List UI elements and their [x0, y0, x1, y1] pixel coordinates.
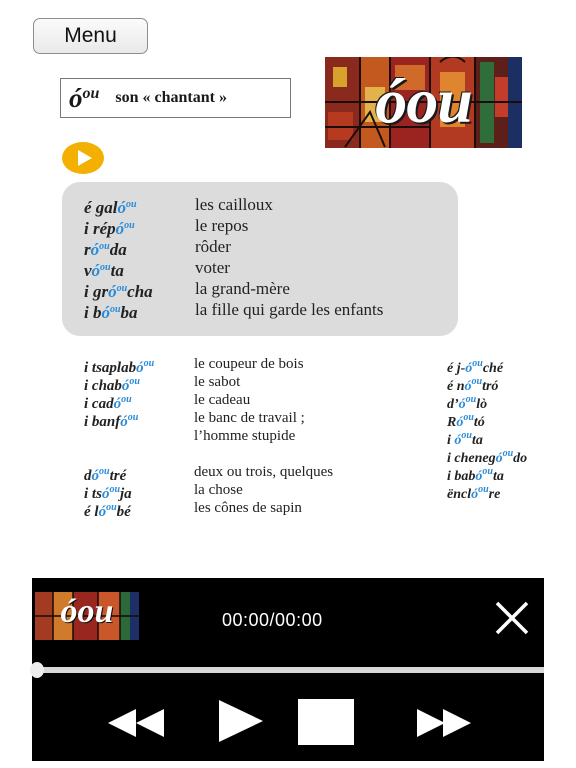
- right-list-item: i chenegó$^{ou}$do: [447, 448, 528, 466]
- audio-player: [32, 578, 544, 761]
- list-french: l’homme stupide: [194, 428, 296, 444]
- main-words-card: [62, 182, 458, 336]
- word-patois: $vó^{ou}ta$: [84, 261, 124, 280]
- list-item: [84, 499, 302, 521]
- list-patois: [84, 427, 194, 445]
- list-patois: é $ló^{ou}bé$: [84, 502, 131, 520]
- list-patois: i chabó$^{ou}$: [84, 376, 140, 394]
- right-list-item: é $nó^{ou}tró$: [447, 376, 499, 394]
- right-list-item: i $ó^{ou}ta$: [447, 430, 483, 448]
- sound-title: $ó^{ou}$: [69, 82, 100, 113]
- list-french: le cadeau: [194, 392, 251, 408]
- player-thumbnail: [35, 592, 139, 640]
- list-french: deux ou trois, quelques: [194, 464, 334, 480]
- list-french: le sabot: [194, 374, 241, 390]
- play-icon[interactable]: [217, 698, 265, 749]
- play-sound-button[interactable]: [62, 142, 104, 174]
- word-row: [84, 299, 383, 323]
- list-patois: i cadó$^{ou}$: [84, 394, 132, 412]
- list-patois: $dó^{ou}tré$: [84, 466, 127, 484]
- word-patois: é galó$^{ou}$: [84, 198, 137, 217]
- word-french: la fille qui garde les enfants: [195, 300, 384, 319]
- word-french: les cailloux: [195, 195, 273, 214]
- word-patois: $ró^{ou}da$: [84, 240, 127, 259]
- word-french: rôder: [195, 237, 231, 256]
- menu-button[interactable]: Menu: [33, 18, 148, 54]
- seek-bar[interactable]: [32, 667, 544, 673]
- fast-forward-icon[interactable]: [415, 707, 473, 744]
- word-french: la grand-mère: [195, 279, 290, 298]
- list-patois: i tsaplabó$^{ou}$: [84, 358, 155, 376]
- word-french: voter: [195, 258, 230, 277]
- sound-description: son « chantant »: [115, 89, 227, 106]
- list-french: le coupeur de bois: [194, 356, 304, 372]
- seek-handle[interactable]: [30, 662, 44, 678]
- word-french: le repos: [195, 216, 249, 235]
- stained-glass-label: óou: [375, 65, 472, 136]
- rewind-icon[interactable]: [106, 707, 166, 744]
- player-thumbnail-label: óou: [60, 593, 114, 630]
- right-list-item: $Ró^{ou}tó$: [447, 412, 485, 430]
- list-french: le banc de travail ;: [194, 410, 305, 426]
- word-patois: i répó$^{ou}$: [84, 219, 135, 238]
- sound-title-box: [60, 78, 291, 118]
- list-patois: i banfó$^{ou}$: [84, 412, 139, 430]
- right-list-item: é $j-ó^{ou}ché$: [447, 358, 504, 376]
- word-patois: i $bó^{ou}ba$: [84, 303, 138, 322]
- list-french: la chose: [194, 482, 243, 498]
- word-patois: i gró$^{ou}$cha: [84, 282, 153, 301]
- close-icon[interactable]: [494, 600, 530, 636]
- list-patois: i tsó$^{ou}$ja: [84, 484, 132, 502]
- list-item: [84, 427, 295, 445]
- list-french: les cônes de sapin: [194, 500, 302, 516]
- right-list-item: ëncló$^{ou}$re: [447, 484, 501, 502]
- stained-glass-image: [325, 57, 522, 148]
- time-display: 00:00/00:00: [222, 610, 323, 630]
- right-list-item: $d’ó^{ou}lò$: [447, 394, 488, 412]
- right-list-item: i babó$^{ou}$ta: [447, 466, 504, 484]
- stop-icon[interactable]: [298, 699, 354, 750]
